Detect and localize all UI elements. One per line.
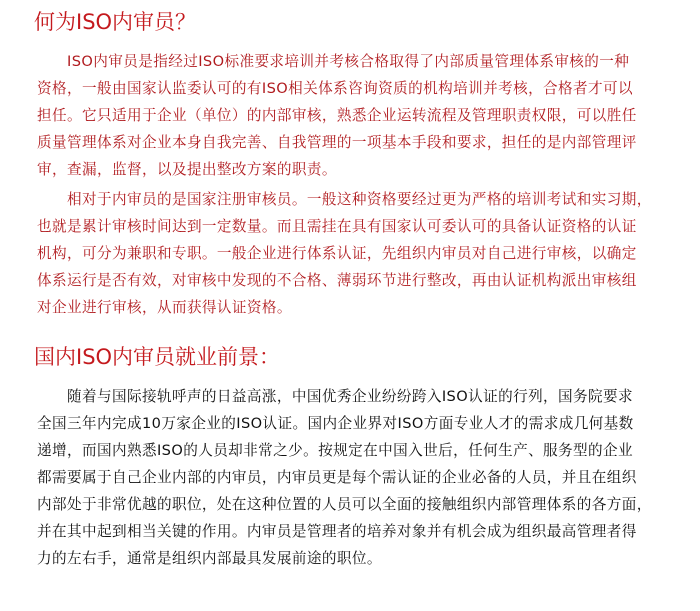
paragraph-line: ISO内审员是指经过ISO标准要求培训并考核合格取得了内部质量管理体系审核的一种: [37, 53, 630, 70]
paragraph-line: 体系运行是否有效，对审核中发现的不合格、薄弱环节进行整改，再由认证机构派出审核组: [37, 272, 637, 289]
paragraph-line: 质量管理体系对企业本身自我完善、自我管理的一项基本手段和要求，担任的是内部管理评: [37, 134, 637, 151]
paragraph-employment-prospects: [37, 383, 687, 572]
paragraph-line: 相对于内审员的是国家注册审核员。一般这种资格要经过更为严格的培训考试和实习期，: [37, 191, 652, 208]
paragraph-line: 递增，而国内熟悉ISO的人员却非常之少。按规定在中国入世后，任何生产、服务型的企业: [37, 442, 634, 459]
paragraph-line: 审，查漏，监督，以及提出整改方案的职责。: [37, 161, 337, 178]
paragraph-iso-auditor-definition: [37, 48, 687, 183]
paragraph-line: 随着与国际接轨呼声的日益高涨，中国优秀企业纷纷跨入ISO认证的行列，国务院要求: [37, 388, 634, 405]
paragraph-registered-auditor: [37, 186, 687, 321]
paragraph-line: 担任。它只适用于企业（单位）的内部审核，熟悉企业运转流程及管理职责权限，可以胜任: [37, 107, 637, 124]
section-heading-employment-prospects: 国内ISO内审员就业前景：: [34, 345, 281, 369]
paragraph-line: 全国三年内完成10万家企业的ISO认证。国内企业界对ISO方面专业人才的需求成几何基数: [37, 415, 634, 432]
paragraph-line: 内部处于非常优越的职位，处在这种位置的人员可以全面的接触组织内部管理体系的各方面，: [37, 496, 652, 513]
paragraph-line: 力的左右手，通常是组织内部最具发展前途的职位。: [37, 550, 382, 567]
paragraph-line: 资格，一般由国家认监委认可的有ISO相关体系咨询资质的机构培训并考核，合格者才可以: [37, 80, 634, 97]
paragraph-line: 机构，可分为兼职和专职。一般企业进行体系认证，先组织内审员对自己进行审核，以确定: [37, 245, 637, 262]
paragraph-line: 都需要属于自己企业内部的内审员，内审员更是每个需认证的企业必备的人员，并且在组织: [37, 469, 637, 486]
paragraph-line: 也就是累计审核时间达到一定数量。而且需挂在具有国家认可委认可的具备认证资格的认证: [37, 218, 637, 235]
paragraph-line: 对企业进行审核，从而获得认证资格。: [37, 299, 292, 316]
section-heading-what-is-iso-auditor: 何为ISO内审员？: [34, 10, 197, 34]
paragraph-line: 并在其中起到相当关键的作用。内审员是管理者的培养对象并有机会成为组织最高管理者得: [37, 523, 637, 540]
